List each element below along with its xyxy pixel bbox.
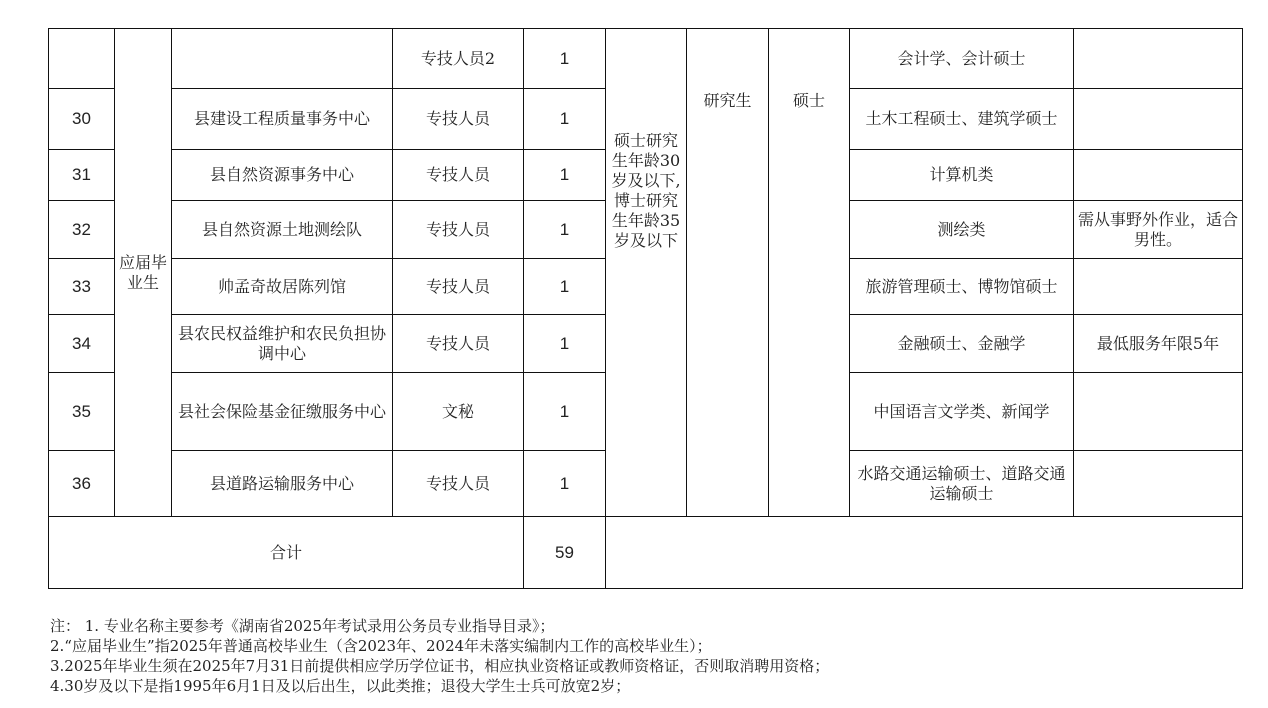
position-cell: 专技人员2: [393, 29, 524, 89]
unit-cell: 县道路运输服务中心: [172, 451, 393, 517]
count-cell: 1: [524, 150, 606, 201]
major-cell: 旅游管理硕士、博物馆硕士: [850, 259, 1074, 315]
major-cell: 会计学、会计硕士: [850, 29, 1074, 89]
note-line: 注： 1. 专业名称主要参考《湖南省2025年考试录用公务员专业指导目录》；: [50, 617, 555, 635]
category-cell: 应届毕业生: [115, 29, 172, 517]
count-cell: 1: [524, 315, 606, 373]
total-label: 合计: [49, 517, 524, 589]
total-value: 59: [524, 517, 606, 589]
age-requirement-cell: [606, 29, 687, 517]
position-cell: 专技人员: [393, 451, 524, 517]
major-cell: 水路交通运输硕士、道路交通运输硕士: [850, 451, 1074, 517]
major-cell: 中国语言文学类、新闻学: [850, 373, 1074, 451]
note-cell: [1074, 451, 1243, 517]
unit-cell: 县自然资源事务中心: [172, 150, 393, 201]
note-cell: [1074, 373, 1243, 451]
table-row: [49, 29, 1243, 89]
education-cell: [687, 29, 769, 517]
position-cell: 文秘: [393, 373, 524, 451]
unit-cell: 县农民权益维护和农民负担协调中心: [172, 315, 393, 373]
count-cell: 1: [524, 451, 606, 517]
count-cell: 1: [524, 373, 606, 451]
position-cell: 专技人员: [393, 89, 524, 150]
unit-cell: 县建设工程质量事务中心: [172, 89, 393, 150]
count-cell: 1: [524, 89, 606, 150]
count-cell: 1: [524, 201, 606, 259]
id-cell: 33: [49, 259, 115, 315]
total-blank-cell: [606, 517, 1243, 589]
position-cell: 专技人员: [393, 315, 524, 373]
note-cell: 需从事野外作业，适合男性。: [1074, 201, 1243, 259]
total-row: [49, 517, 1243, 589]
major-cell: 土木工程硕士、建筑学硕士: [850, 89, 1074, 150]
note-line: 3.2025年毕业生须在2025年7月31日前提供相应学历学位证书，相应执业资格证或教师资格证，否则取消聘用资格；: [50, 657, 830, 675]
unit-cell: 帅孟奇故居陈列馆: [172, 259, 393, 315]
id-cell: [49, 29, 115, 89]
id-cell: 32: [49, 201, 115, 259]
note-cell: [1074, 89, 1243, 150]
note-cell: [1074, 29, 1243, 89]
note-cell: [1074, 259, 1243, 315]
id-cell: 34: [49, 315, 115, 373]
note-cell: [1074, 150, 1243, 201]
major-cell: 测绘类: [850, 201, 1074, 259]
education-text: 研究生: [703, 90, 752, 110]
count-cell: 1: [524, 29, 606, 89]
position-cell: 专技人员: [393, 259, 524, 315]
unit-cell: [172, 29, 393, 89]
unit-cell: 县自然资源土地测绘队: [172, 201, 393, 259]
degree-cell: [769, 29, 850, 517]
age-requirement-text: 硕士研究生年龄30岁及以下,博士研究生年龄35岁及以下: [611, 130, 681, 250]
id-cell: 36: [49, 451, 115, 517]
note-cell: 最低服务年限5年: [1074, 315, 1243, 373]
position-cell: 专技人员: [393, 201, 524, 259]
unit-cell: 县社会保险基金征缴服务中心: [172, 373, 393, 451]
major-cell: 金融硕士、金融学: [850, 315, 1074, 373]
id-cell: 31: [49, 150, 115, 201]
note-line: 2.“应届毕业生”指2025年普通高校毕业生（含2023年、2024年未落实编制内工作的高校毕业生）；: [50, 637, 712, 655]
major-cell: 计算机类: [850, 150, 1074, 201]
position-cell: 专技人员: [393, 150, 524, 201]
id-cell: 35: [49, 373, 115, 451]
recruitment-table: [48, 28, 1243, 589]
note-line: 4.30岁及以下是指1995年6月1日及以后出生，以此类推；退役大学生士兵可放宽2岁；: [50, 677, 631, 695]
degree-text: 硕士: [792, 90, 825, 110]
count-cell: 1: [524, 259, 606, 315]
notes: [50, 616, 1250, 696]
id-cell: 30: [49, 89, 115, 150]
